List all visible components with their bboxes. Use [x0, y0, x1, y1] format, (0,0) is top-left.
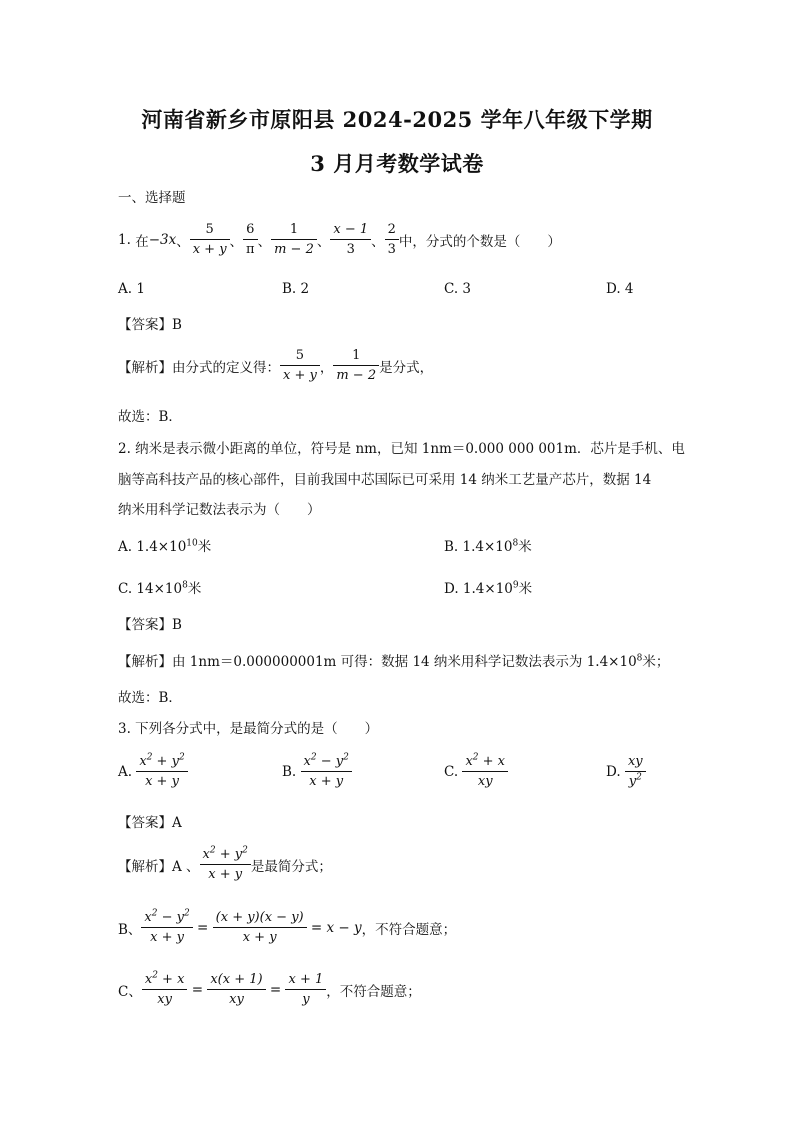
q1-analysis: 【解析】 由分式的定义得： $\frac{5}{x + y}$ ， $\frac{1}{m - 2}$ 是分式， — [118, 348, 434, 383]
q2-analysis: 【解析】由 1nm＝0.000000001m 可得：数据 14 纳米用科学记数法表示为 $1.4\times 10^8$米； — [118, 653, 670, 670]
q3-analysis-c: C、 $\frac{x^2 + x}{xy}$ = $\frac{x(x + 1)}{xy}$ = $\frac{x + 1}{y}$ ，不符合题意； — [118, 970, 421, 1007]
q1-item-6: $\frac{2}{3}$ — [385, 220, 399, 259]
q2-conclusion: 故选：B． — [118, 690, 182, 706]
q2-option-d: D. $1.4\times 10^9$米 — [444, 580, 533, 597]
q1-option-d: D. 4 — [606, 281, 634, 297]
q3-option-b: B. $\frac{x^2 - y^2}{x + y}$ — [282, 752, 352, 791]
q3-option-d: D. $\frac{xy}{y^2}$ — [606, 752, 646, 791]
q1-option-b: B. 2 — [282, 281, 310, 297]
q2-stem-line2: 脑等高科技产品的核心部件，目前我国中芯国际已可采用 14 纳米工艺量产芯片，数据 14 — [118, 472, 652, 488]
q3-option-c: C. $\frac{x^2 + x}{xy}$ — [444, 752, 508, 791]
q2-option-b: B. $1.4\times 10^8$米 — [444, 538, 532, 555]
q3-option-a: A. $\frac{x^2 + y^2}{x + y}$ — [118, 752, 188, 791]
q3-answer: 【答案】A — [118, 815, 182, 831]
q1-item-5: $\frac{x - 1}{3}$ — [330, 220, 371, 259]
q1-prefix: 在 — [135, 233, 149, 250]
q1-item-3: $\frac{6}{\pi}$ — [243, 220, 258, 259]
q2-stem-line3: 纳米用科学记数法表示为（ ） — [118, 502, 321, 518]
q1-analysis-frac-1: $\frac{5}{x + y}$ — [280, 346, 320, 385]
question-1: 1. 在 −3x 、 $\frac{5}{x + y}$ 、 $\frac{6}{\pi}$ 、 $\frac{1}{m - 2}$ 、 $\frac{x - 1}{3}$ 、 $\frac{2}{3}$ 中，分式的个数是（ ） — [118, 222, 561, 257]
q1-item-4: $\frac{1}{m - 2}$ — [271, 220, 317, 259]
q3-analysis-b: B、 $\frac{x^2 - y^2}{x + y}$ = $\frac{(x + y)(x - y)}{x + y}$ = x − y ，不符合题意； — [118, 908, 457, 945]
q1-analysis-text: 由分式的定义得： — [172, 359, 280, 376]
q1-analysis-suffix: 是分式， — [379, 359, 434, 376]
q2-option-a: A. $1.4\times 10^{10}$米 — [118, 538, 212, 555]
q1-analysis-label: 【解析】 — [118, 359, 172, 376]
q1-item-2: $\frac{5}{x + y}$ — [190, 220, 230, 259]
doc-title-line1: 河南省新乡市原阳县 2024-2025 学年八年级下学期 — [141, 107, 653, 132]
q1-number: 1. — [118, 231, 131, 248]
q3-stem: 3. 下列各分式中，是最简分式的是（ ） — [118, 721, 379, 737]
q1-option-c: C. 3 — [444, 281, 472, 297]
q3-analysis-a: 【解析】A 、 $\frac{x^2 + y^2}{x + y}$ 是最简分式； — [118, 845, 332, 882]
q1-answer: 【答案】B — [118, 317, 182, 333]
q2-option-c: C. $14\times 10^8$米 — [118, 580, 202, 597]
q1-option-a: A. 1 — [118, 281, 145, 297]
q1-analysis-frac-2: $\frac{1}{m - 2}$ — [333, 346, 379, 385]
q2-stem-line1: 2. 纳米是表示微小距离的单位，符号是 nm，已知 1nm＝0.000 000 001m．芯片是手机、电 — [118, 441, 685, 457]
q2-answer: 【答案】B — [118, 617, 182, 633]
q1-suffix: 中，分式的个数是（ ） — [398, 233, 561, 250]
doc-title-line2: 3 月月考数学试卷 — [310, 151, 484, 176]
section-heading: 一、选择题 — [118, 190, 186, 206]
q1-conclusion: 故选：B． — [118, 409, 182, 425]
q1-item-1: −3x — [148, 231, 177, 248]
